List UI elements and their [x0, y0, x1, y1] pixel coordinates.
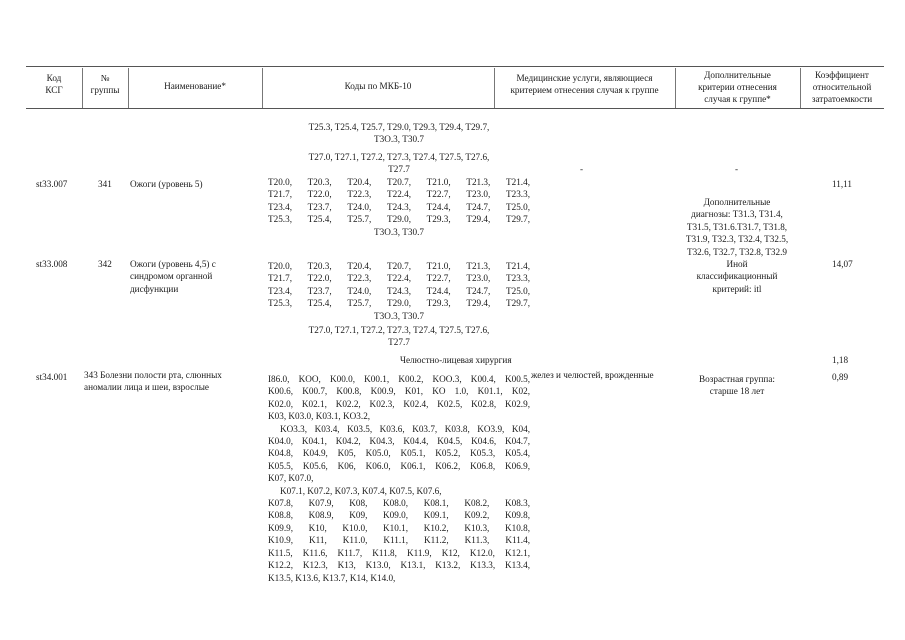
header-text: относительной — [812, 82, 872, 92]
header-coefficient — [800, 69, 884, 105]
mkb-code-line: I86.0, KOO, K00.0, K00.1, K00.2, KOO.3, K00.4, K00.5, — [268, 374, 530, 384]
criteria-line: Иной — [726, 259, 748, 269]
mkb-codes — [268, 260, 530, 322]
header-text: критерием отнесения случая к группе — [510, 85, 659, 95]
ksg-code: st34.001 — [36, 372, 68, 382]
mkb-code-line: K07.1, K07.2, K07.3, K07.4, K07.5, K07.6, — [280, 485, 442, 496]
ksg-name — [130, 258, 216, 295]
coefficient: 14,07 — [832, 259, 853, 269]
criteria-line: критерий: itl — [712, 283, 762, 294]
mkb-code-line: T20.0, T20.3, T20.4, T20.7, T21.0, T21.3, T21.4, — [268, 177, 530, 187]
mkb-code-line: K02.0, K02.1, K02.2, K02.3, K02.4, K02.5, K02.8, K02.9, — [268, 398, 530, 409]
mkb-code-line: T3О.3, T30.7 — [373, 310, 424, 321]
ksg-name-line: синдромом органной — [130, 271, 213, 282]
header-text: Дополнительные — [704, 70, 771, 80]
ksg-name: Ожоги (уровень 5) — [130, 179, 203, 189]
mkb-code-line: T21.7, T22.0, T22.3, T22.4, T22.7, T23.0, T23.3, — [268, 189, 530, 200]
mkb-code-line: K04.8, K04.9, K05, K05.0, K05.1, K05.2, K05.3, K05.4, — [268, 448, 530, 459]
mkb-codes — [268, 324, 530, 349]
header-top-rule — [26, 66, 884, 67]
section-coefficient: 1,18 — [832, 355, 849, 365]
criteria-line: диагнозы: T31.3, T31.4, — [691, 209, 783, 220]
ksg-name-line: 343 Болезни полости рта, слюнных — [84, 370, 222, 380]
header-text: Наименование* — [164, 81, 226, 91]
criteria-line: Возрастная группа: — [699, 374, 775, 384]
mkb-code-line: K12.2, K12.3, K13, K13.0, K13.1, K13.2, K13.3, K13.4, — [268, 560, 530, 571]
mkb-code-line: T3О.3, T30.7 — [373, 134, 424, 145]
mkb-code-line: T27.0, T27.1, T27.2, T27.3, T27.4, T27.5, T27.6, — [308, 325, 490, 335]
header-name — [128, 80, 262, 92]
mkb-code-line: K11.5, K11.6, K11.7, K11.8, K11.9, K12, K12.0, K12.1, — [268, 547, 530, 558]
mkb-code-line: K05.5, K05.6, K06, K06.0, K06.1, K06.2, K06.8, K06.9, — [268, 460, 530, 471]
services-dash: - — [580, 164, 584, 174]
header-text: Коэффициент — [815, 70, 869, 80]
criteria-line: T32.6, T32.7, T32.8, T32.9 — [686, 246, 788, 257]
mkb-code-line: T27.7 — [388, 164, 410, 175]
header-extra-criteria — [675, 69, 800, 105]
mkb-codes-continuation — [268, 151, 530, 176]
header-services — [494, 72, 675, 96]
coefficient: 0,89 — [832, 372, 849, 382]
mkb-code-line: T27.0, T27.1, T27.2, T27.3, T27.4, T27.5, T27.6, — [308, 152, 490, 162]
mkb-code-line: T23.4, T23.7, T24.0, T24.3, T24.4, T24.7, T25.0, — [268, 285, 530, 296]
mkb-code-line: KO3.3, K03.4, K03.5, K03.6, K03.7, K03.8, KO3.9, K04, — [280, 423, 530, 434]
section-title: Челюстно-лицевая хирургия — [400, 355, 512, 365]
mkb-code-line: T23.4, T23.7, T24.0, T24.3, T24.4, T24.7, T25.0, — [268, 201, 530, 212]
header-text: № — [100, 73, 110, 83]
mkb-code-line: K07.8, K07.9, K08, K08.0, K08.1, K08.2, K08.3, — [268, 498, 530, 509]
mkb-code-line: T25.3, T25.4, T25.7, T29.0, T29.3, T29.4, T29.7, — [308, 122, 490, 132]
criteria-line: T31.9, T32.3, T32.4, T32.5, — [685, 234, 789, 245]
header-text: Медицинские услуги, являющиеся — [516, 73, 653, 83]
header-group-number — [82, 72, 128, 96]
header-text: Коды по МКБ-10 — [344, 81, 412, 91]
criteria-line: классификационный — [696, 271, 778, 282]
mkb-code-line: K00.6, K00.7, K00.8, K00.9, K01, KO 1.0, K01.1, K02, — [268, 386, 530, 397]
criteria-line: старше 18 лет — [709, 386, 765, 397]
mkb-code-line: K13.5, K13.6, K13.7, K14, K14.0, — [268, 572, 396, 583]
ksg-name-line: дисфункции — [130, 283, 179, 294]
mkb-codes — [268, 176, 530, 238]
mkb-code-line: T25.3, T25.4, T25.7, T29.0, T29.3, T29.4, T29.7, — [268, 298, 530, 309]
mkb-codes-continuation — [268, 121, 530, 146]
mkb-code-line: K10.9, K11, K11.0, K11.1, K11.2, K11.3, K11.4, — [268, 535, 530, 546]
ksg-name-line: Ожоги (уровень 4,5) с — [130, 259, 216, 269]
criteria-line: T31.5, T31.6.T31.7, T31.8, — [686, 221, 788, 232]
ksg-code: st33.008 — [36, 259, 68, 269]
mkb-code-line: T25.3, T25.4, T25.7, T29.0, T29.3, T29.4, T29.7, — [268, 214, 530, 225]
mkb-code-line: T20.0, T20.3, T20.4, T20.7, T21.0, T21.3, T21.4, — [268, 261, 530, 271]
ksg-name-line: аномалии лица и шеи, взрослые — [84, 382, 210, 393]
mkb-code-line: T3О.3, T30.7 — [373, 226, 424, 237]
header-mkb-codes — [262, 80, 494, 92]
extra-criteria-dash: - — [735, 164, 739, 174]
mkb-code-line: K04.0, K04.1, K04.2, K04.3, K04.4, K04.5, K04.6, K04.7, — [268, 436, 530, 447]
ksg-code: st33.007 — [36, 179, 68, 189]
group-number: 342 — [98, 259, 112, 269]
extra-criteria-age — [672, 373, 802, 398]
ksg-name — [84, 369, 222, 394]
header-text: Код — [46, 73, 62, 83]
mkb-codes — [268, 373, 530, 584]
coefficient: 11,11 — [832, 179, 852, 189]
mkb-code-line: K09.9, K10, K10.0, K10.1, K10.2, K10.3, K10.8, — [268, 522, 530, 533]
services-text: желез и челюстей, врожденные — [531, 370, 654, 380]
header-bottom-rule — [26, 108, 884, 109]
mkb-code-line: T27.7 — [388, 337, 410, 348]
mkb-code-line: T21.7, T22.0, T22.3, T22.4, T22.7, T23.0, T23.3, — [268, 273, 530, 284]
mkb-code-line: K03, K03.0, K03.1, KO3.2, — [268, 411, 371, 422]
header-text: КСГ — [45, 85, 63, 95]
extra-criteria-diagnoses — [672, 196, 802, 258]
criteria-line: Дополнительные — [703, 197, 771, 207]
header-code-ksg — [26, 72, 82, 96]
group-number: 341 — [98, 179, 112, 189]
header-text: группы — [90, 85, 120, 95]
header-text: случая к группе* — [704, 94, 771, 104]
header-text: затратоемкости — [811, 94, 873, 104]
header-text: критерии отнесения — [698, 82, 777, 92]
mkb-code-line: K07, K07.0, — [268, 473, 314, 484]
extra-criteria-other — [672, 258, 802, 295]
mkb-code-line: K08.8, K08.9, K09, K09.0, K09.1, K09.2, K09.8, — [268, 510, 530, 521]
